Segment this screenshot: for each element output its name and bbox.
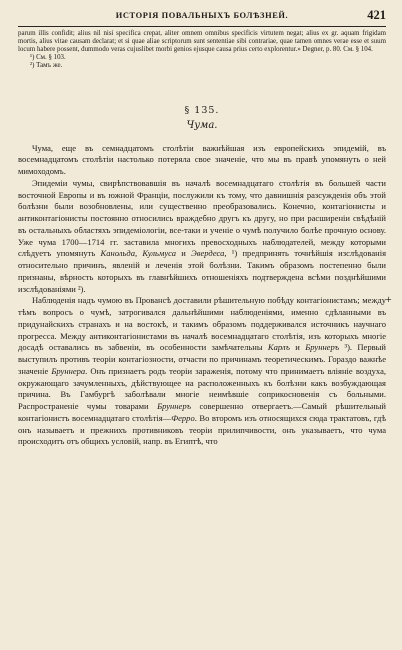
section-number: § 135. [184,104,220,116]
text-run: и [289,342,306,353]
italic-name: Эвердеса [191,248,225,259]
margin-mark: + [385,295,392,304]
body-paragraph [18,143,386,178]
italic-name: Бруннеръ [157,401,192,412]
latin-quotation [18,30,386,54]
text-run: Наблюденія надъ чумою въ Провансѣ доставили рѣшительную побѣду контагіонистамъ; между тѣмъ вопросъ о чумѣ, затрогивался дальнѣйшими наблюденіями, именно сдѣланными въ придунайскихъ странахъ и на востокѣ, и такимъ образомъ поддерживался источникъ научнаго прогресса. Между антиконтагіонистами въ началѣ восемнадцатаго столѣтія, изъ которыхъ многіе досадѣ оставались въ забвеніи, въ особенности замѣчательны [18,295,386,353]
text-run: , ¹) предпринять точнѣйшія изслѣдованія относительно причинъ, явленій и леченія этой болѣзни. Такимъ образомъ постепенно были признаны, вѣрность которыхъ въ главнѣйшихъ отношеніяхъ подтверждена всѣми позднѣйшими изслѣдованіями ²). [18,248,386,294]
text-run: . Онъ признаетъ родъ теоріи зараженія, потому что принимаетъ вліяніе воздуха, окружающаго зачумленныхъ, дѣйствующее на расположенныхъ къ болѣзни какъ возбуждающая причина. Въ Гамбургѣ заболѣвали многіе неимѣвшіе соприкосновенія съ больными. Распространеніе чумы товарами [18,365,386,412]
latin-paragraph: parum illis confidit; alius nil nisi specifica crepat, aliter omnem omnibus specificis virtutem negat; alius ex gr. aquam frigidam mortis, alius vitae causam declarat; et si quae aliae scriptorum sunt sententiae sibi contrariae, quae tamen omnes verae esse et suum locum habere possent, dummodo veras cujuslibet morbi genios ejusque causa prius certo explorentur.» Degner, p. 80. См. § 104. [18,30,386,54]
text-run: и [175,248,192,259]
italic-name: Карлъ [267,342,290,353]
footnote: ²) Тамъ же. [30,62,63,70]
italic-name: Бруннера [51,365,86,376]
italic-name: Бруннеръ [305,342,340,353]
text-run: ³). Первый выступилъ противъ теоріи контагіозности, отчасти по причинамъ теоретическимъ. Гораздо важнѣе значеніе [18,342,386,376]
italic-name: Канольда, Кульмуса [100,248,176,259]
running-title: ИСТОРІЯ ПОВАЛЬНЫХЪ БОЛѢЗНЕЙ. [115,11,289,20]
footnote: ¹) См. § 103. [30,54,66,62]
body-paragraph [18,178,386,296]
page-number: 421 [367,8,386,22]
text-run: совершенно отвергаетъ.—Самый рѣшительный контагіонистъ восемнадцатаго столѣтія— [18,401,387,423]
body-text [18,143,386,449]
text-run: Эпидеміи чумы, свирѣпствовавшія въ началѣ восемнадцатаго столѣтія въ большей части восточной Европы и въ южной Франціи, послужили къ тому, что давнишнія разсужденія объ этой болѣзни были возобновлены, или существенно преобразовались. Конечно, контагіонисты и антиконтагіонисты постоянно относились враждебно другъ къ другу, но при расширеніи свѣдѣній въ остальныхъ областяхъ эпидеміологіи, все-таки и ученіе о чумѣ получило болѣе прочную основу. Уже чума 1700—1714 гг. заставила многихъ превосходныхъ наблюдателей, между которыми слѣдуетъ упомянуть [18,177,386,259]
body-paragraph [18,295,386,448]
footnotes [18,54,386,70]
text-run: Чума, еще въ семнадцатомъ столѣтіи важнѣйшая изъ европейскихъ эпидемій, въ восемнадцатомъ столѣтіи настолько потеряла свое значеніе, что мы въ правѣ упомянуть о ней мимоходомъ. [18,142,386,177]
running-header [18,10,386,27]
section-title: Чума. [186,119,218,131]
text-run: . Во второмъ изъ относящихся сюда трактатовъ, гдѣ онъ называетъ и прежнихъ противниковъ теоріи прилипчивости, онъ указываетъ, что чума происходитъ отъ общихъ условій, напр. въ Египтѣ, что [18,412,386,447]
italic-name: Ферро [171,412,195,423]
